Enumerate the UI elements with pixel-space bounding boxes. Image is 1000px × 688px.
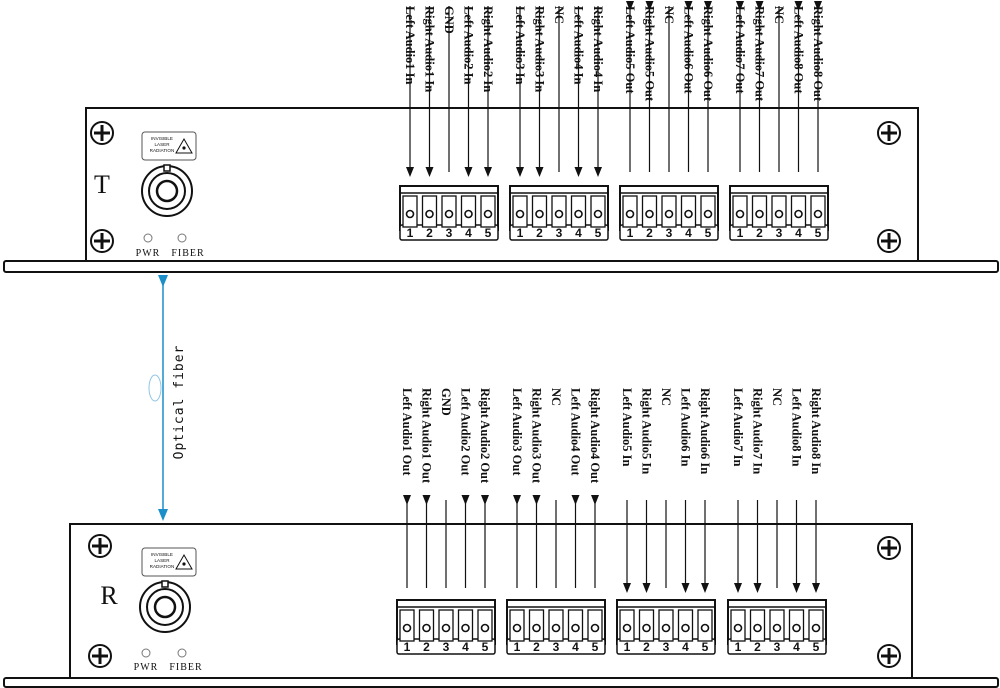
terminal-screw-icon <box>735 625 742 632</box>
signal-label: Left Audio6 Out <box>681 6 696 94</box>
terminal-screw-icon <box>685 211 692 218</box>
terminal-block <box>728 388 826 654</box>
signal-label: NC <box>662 6 676 25</box>
signal-label: Left Audio2 Out <box>458 388 473 476</box>
signal-label: Left Audio1 In <box>403 6 417 85</box>
terminal-screw-icon <box>533 625 540 632</box>
signal-label: Right Audio6 Out <box>701 6 715 102</box>
unit-label: T <box>94 170 110 199</box>
signal-label: Right Audio6 In <box>698 388 712 475</box>
pin-number: 2 <box>754 640 761 654</box>
signal-label: NC <box>552 6 566 25</box>
fiber-marker-icon <box>149 375 161 401</box>
pin-number: 5 <box>701 640 709 654</box>
terminal-screw-icon <box>407 211 414 218</box>
terminal-screw-icon <box>754 625 761 632</box>
terminal-screw-icon <box>462 625 469 632</box>
terminal-screw-icon <box>404 625 411 632</box>
terminal-block <box>730 6 828 240</box>
pin-number: 4 <box>465 226 472 240</box>
signal-label: Left Audio7 In <box>731 388 745 467</box>
pin-number: 5 <box>481 640 489 654</box>
signal-label: Right Audio2 Out <box>478 388 492 484</box>
svg-text:RADIATION: RADIATION <box>149 148 175 153</box>
pin-number: 3 <box>445 226 453 240</box>
pin-number: 2 <box>423 640 430 654</box>
signal-label: Left Audio5 In <box>620 388 634 467</box>
pin-number: 2 <box>643 640 650 654</box>
signal-label: NC <box>549 388 563 407</box>
terminal-screw-icon <box>443 625 450 632</box>
terminal-screw-icon <box>756 211 763 218</box>
pin-number: 4 <box>575 226 582 240</box>
pin-number: 1 <box>513 640 521 654</box>
signal-label: Right Audio3 In <box>532 6 547 93</box>
terminal-screw-icon <box>595 211 602 218</box>
pin-number: 1 <box>406 226 414 240</box>
pwr-led <box>142 649 150 657</box>
terminal-screw-icon <box>682 625 689 632</box>
signal-label: Right Audio4 Out <box>588 388 602 484</box>
pin-number: 1 <box>734 640 742 654</box>
terminal-screw-icon <box>663 625 670 632</box>
terminal-screw-icon <box>556 211 563 218</box>
terminal-block <box>397 388 495 654</box>
pin-number: 5 <box>704 226 712 240</box>
pin-number: 1 <box>403 640 411 654</box>
pin-number: 1 <box>736 226 744 240</box>
transmitter-unit <box>4 6 998 272</box>
terminal-screw-icon <box>813 625 820 632</box>
screw-icon <box>878 537 900 559</box>
terminal-screw-icon <box>776 211 783 218</box>
terminal-block <box>617 388 715 654</box>
terminal-screw-icon <box>795 211 802 218</box>
pin-number: 3 <box>775 226 783 240</box>
signal-label: Right Audio4 In <box>591 6 605 93</box>
signal-label: Left Audio2 In <box>461 6 476 85</box>
svg-text:INVISIBLE: INVISIBLE <box>151 136 173 141</box>
screw-icon <box>878 645 900 667</box>
terminal-screw-icon <box>793 625 800 632</box>
pwr-led <box>144 234 152 242</box>
fiber-port <box>140 581 190 632</box>
terminal-screw-icon <box>592 625 599 632</box>
terminal-screw-icon <box>517 211 524 218</box>
pin-number: 4 <box>572 640 579 654</box>
pin-number: 3 <box>662 640 670 654</box>
signal-label: Left Audio4 In <box>571 6 586 85</box>
screw-icon <box>89 645 111 667</box>
receiver-terminal-blocks <box>397 388 826 654</box>
terminal-screw-icon <box>572 625 579 632</box>
pin-number: 1 <box>626 226 634 240</box>
pin-number: 2 <box>536 226 543 240</box>
signal-label: Left Audio5 Out <box>623 6 637 94</box>
terminal-screw-icon <box>575 211 582 218</box>
terminal-screw-icon <box>514 625 521 632</box>
pin-number: 3 <box>552 640 560 654</box>
terminal-block <box>507 388 605 654</box>
pwr-led-label: PWR <box>133 662 159 673</box>
pin-number: 2 <box>646 226 653 240</box>
svg-text:INVISIBLE: INVISIBLE <box>151 552 173 557</box>
signal-label: GND <box>442 6 456 34</box>
unit-label: R <box>100 581 118 610</box>
terminal-screw-icon <box>646 211 653 218</box>
screw-icon <box>89 535 111 557</box>
pin-number: 2 <box>756 226 763 240</box>
fiber-port <box>142 165 192 216</box>
signal-label: Right Audio3 Out <box>529 388 544 484</box>
terminal-screw-icon <box>624 625 631 632</box>
signal-label: Left Audio8 In <box>789 388 804 467</box>
signal-label: Right Audio1 In <box>422 6 437 93</box>
signal-label: Left Audio3 In <box>513 6 527 85</box>
signal-label: Left Audio8 Out <box>791 6 806 94</box>
screw-icon <box>91 230 113 252</box>
signal-label: NC <box>772 6 786 25</box>
pin-number: 4 <box>462 640 469 654</box>
laser-warning-label <box>142 132 196 160</box>
pin-number: 1 <box>623 640 631 654</box>
signal-label: GND <box>439 388 453 416</box>
pwr-led-label: PWR <box>135 248 161 259</box>
terminal-screw-icon <box>485 211 492 218</box>
signal-label: Left Audio7 Out <box>733 6 747 94</box>
signal-label: Right Audio1 Out <box>419 388 434 484</box>
fiber-label: Optical fiber <box>172 344 187 460</box>
signal-label: Left Audio4 Out <box>568 388 583 476</box>
pin-number: 2 <box>426 226 433 240</box>
signal-label: Right Audio8 In <box>809 388 823 475</box>
svg-text:LASER: LASER <box>154 142 170 147</box>
terminal-block <box>400 6 498 240</box>
pin-number: 4 <box>793 640 800 654</box>
terminal-screw-icon <box>426 211 433 218</box>
pin-number: 5 <box>814 226 822 240</box>
pin-number: 3 <box>773 640 781 654</box>
pin-number: 4 <box>685 226 692 240</box>
terminal-block <box>620 6 718 240</box>
screw-icon <box>91 122 113 144</box>
pin-number: 5 <box>484 226 492 240</box>
terminal-screw-icon <box>465 211 472 218</box>
receiver-unit <box>4 388 998 687</box>
transmitter-terminal-blocks <box>400 6 828 240</box>
signal-label: Right Audio2 In <box>481 6 495 93</box>
receiver-mounting-flange <box>4 678 998 687</box>
pin-number: 2 <box>533 640 540 654</box>
laser-warning-label <box>142 548 196 576</box>
signal-label: Left Audio1 Out <box>400 388 414 476</box>
pin-number: 5 <box>591 640 599 654</box>
terminal-screw-icon <box>705 211 712 218</box>
terminal-screw-icon <box>423 625 430 632</box>
signal-label: NC <box>770 388 784 407</box>
signal-label: Right Audio7 In <box>750 388 765 475</box>
svg-text:LASER: LASER <box>154 558 170 563</box>
terminal-screw-icon <box>702 625 709 632</box>
terminal-screw-icon <box>482 625 489 632</box>
screw-icon <box>878 122 900 144</box>
transmitter-mounting-flange <box>4 261 998 272</box>
terminal-screw-icon <box>627 211 634 218</box>
fiber-led-label: FIBER <box>171 248 205 259</box>
terminal-screw-icon <box>536 211 543 218</box>
optical-fiber-link <box>149 281 187 515</box>
signal-label: Right Audio8 Out <box>811 6 825 102</box>
pin-number: 3 <box>665 226 673 240</box>
pin-number: 3 <box>442 640 450 654</box>
terminal-screw-icon <box>774 625 781 632</box>
signal-label: Right Audio5 In <box>639 388 654 475</box>
terminal-screw-icon <box>737 211 744 218</box>
fiber-led <box>178 649 186 657</box>
fiber-led-label: FIBER <box>169 662 203 673</box>
signal-label: NC <box>659 388 673 407</box>
pin-number: 5 <box>812 640 820 654</box>
signal-label: Left Audio6 In <box>678 388 693 467</box>
signal-label: Left Audio3 Out <box>510 388 524 476</box>
signal-label: Right Audio7 Out <box>752 6 767 102</box>
pin-number: 4 <box>795 226 802 240</box>
pin-number: 4 <box>682 640 689 654</box>
terminal-screw-icon <box>815 211 822 218</box>
terminal-block <box>510 6 608 240</box>
screw-icon <box>878 230 900 252</box>
signal-label: Right Audio5 Out <box>642 6 657 102</box>
svg-text:RADIATION: RADIATION <box>149 564 175 569</box>
terminal-screw-icon <box>666 211 673 218</box>
pin-number: 1 <box>516 226 524 240</box>
terminal-screw-icon <box>446 211 453 218</box>
terminal-screw-icon <box>643 625 650 632</box>
terminal-screw-icon <box>553 625 560 632</box>
pin-number: 5 <box>594 226 602 240</box>
fiber-led <box>178 234 186 242</box>
pin-number: 3 <box>555 226 563 240</box>
